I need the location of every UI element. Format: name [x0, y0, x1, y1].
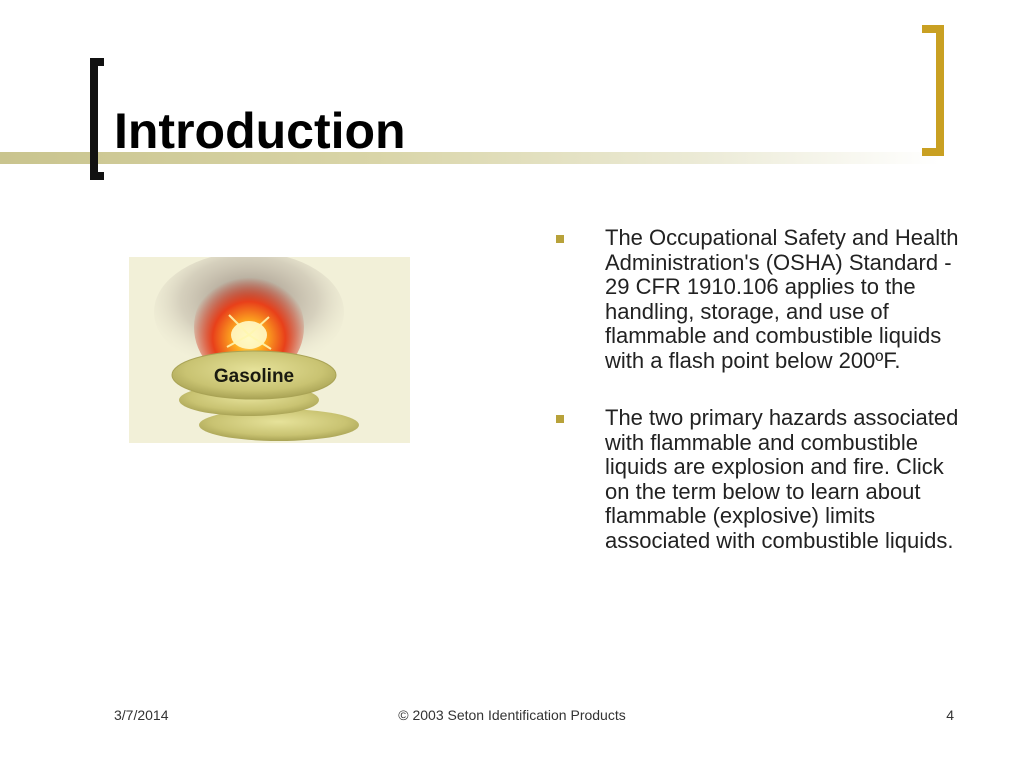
bullet-list [553, 226, 973, 586]
square-bullet-icon [556, 235, 564, 243]
footer-page-number: 4 [946, 707, 954, 723]
bullet-text: The two primary hazards associated with flammable and combustible liquids are explosion and fire. Click on the term below to learn about flammable (explosive) limits associated with combustible liquids. [605, 405, 959, 553]
gasoline-label: Gasoline [213, 366, 295, 387]
slide-title: Introduction [114, 103, 406, 159]
square-bullet-icon [556, 415, 564, 423]
gasoline-fire-image [129, 257, 410, 443]
bullet-osha-standard [553, 226, 973, 373]
bullet-primary-hazards [553, 406, 973, 553]
bullet-text: The Occupational Safety and Health Administration's (OSHA) Standard - 29 CFR 1910.106 applies to the handling, storage, and use of flammable and combustible liquids with a flash point below 200ºF. [605, 225, 959, 373]
footer-copyright: © 2003 Seton Identification Products [398, 707, 626, 723]
left-bracket-decoration [90, 58, 104, 180]
right-bracket-decoration [922, 25, 944, 156]
footer-date: 3/7/2014 [114, 707, 169, 723]
